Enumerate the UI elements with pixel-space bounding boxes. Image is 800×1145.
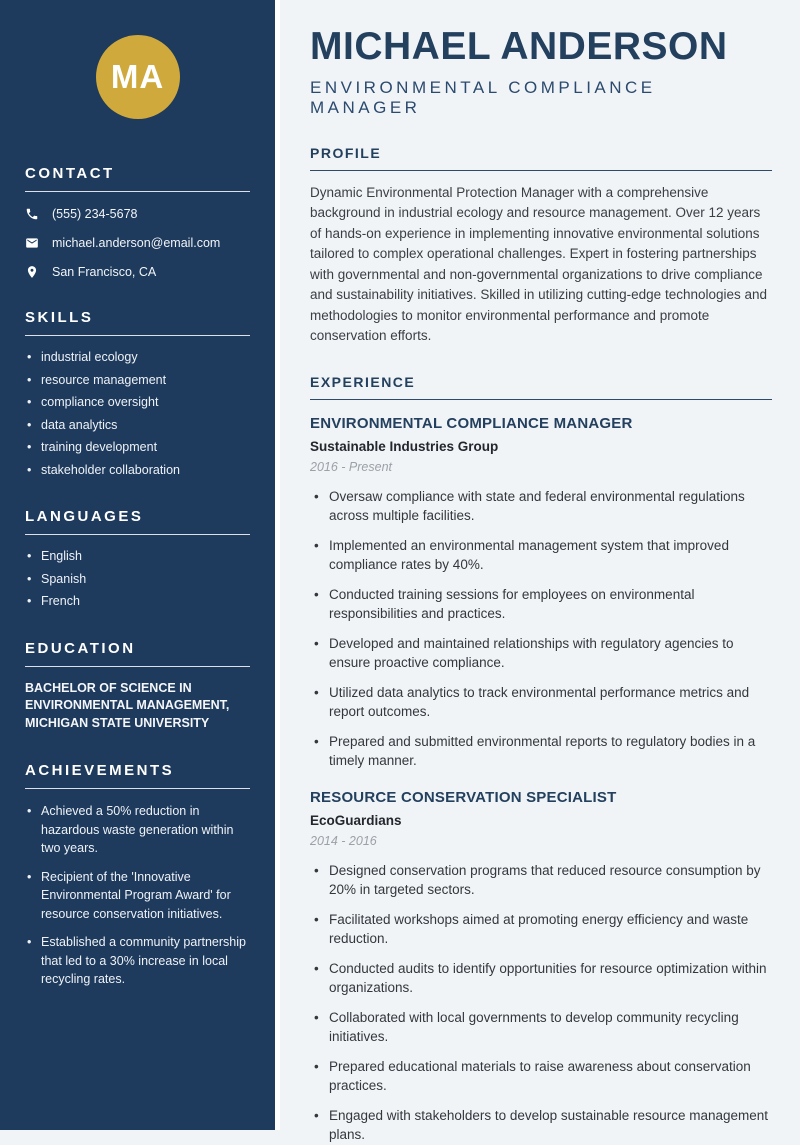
job-bullet: • Implemented an environmental management system that improved compliance rates by 40%. (310, 536, 772, 575)
profile-section (310, 145, 772, 347)
job-bullet: • Collaborated with local governments to develop community recycling initiatives. (310, 1008, 772, 1047)
job-bullet: • Facilitated workshops aimed at promoting energy efficiency and waste reduction. (310, 910, 772, 949)
job-bullet-list (310, 861, 772, 1145)
skill-item: • stakeholder collaboration (25, 462, 250, 479)
job-bullet-list (310, 487, 772, 771)
languages-section (25, 508, 250, 610)
job-bullet: • Prepared educational materials to raise awareness about conservation practices. (310, 1057, 772, 1096)
achievement-item: • Achieved a 50% reduction in hazardous waste generation within two years. (25, 802, 250, 858)
profile-text: Dynamic Environmental Protection Manager with a comprehensive background in industrial ecology and resource management. Over 12 years of hands-on experience in implementing innovative environmental solutions tailored to complex operational challenges. Expert in fostering partnerships with governmental and non-governmental organizations to drive compliance and sustainability initiatives. Skilled in utilizing cutting-edge technologies and methodologies to monitor environmental performance and promote conservation efforts. (310, 184, 768, 344)
skill-item: • resource management (25, 372, 250, 389)
contact-email-row (25, 236, 250, 250)
contact-section (25, 165, 250, 279)
job-bullet: • Developed and maintained relationships with regulatory agencies to ensure proactive compliance. (310, 634, 772, 673)
education-heading: EDUCATION (25, 640, 250, 667)
job-bullet: • Conducted audits to identify opportunities for resource optimization within organizations. (310, 959, 772, 998)
job-title: ENVIRONMENTAL COMPLIANCE MANAGER (310, 414, 633, 432)
education-section (25, 640, 250, 733)
languages-heading: LANGUAGES (25, 508, 250, 535)
skill-item: • training development (25, 439, 250, 456)
languages-list (25, 548, 250, 610)
contact-phone-value: (555) 234-5678 (52, 207, 138, 221)
contact-heading: CONTACT (25, 165, 250, 192)
job-entry-1 (310, 415, 772, 771)
person-title: ENVIRONMENTAL COMPLIANCE MANAGER (310, 77, 656, 117)
job-bullet: • Conducted training sessions for employees on environmental responsibilities and practices. (310, 585, 772, 624)
sidebar (0, 0, 280, 1130)
job-company: Sustainable Industries Group (310, 438, 499, 454)
job-bullet: • Designed conservation programs that reduced resource consumption by 20% in targeted sectors. (310, 861, 772, 900)
location-pin-icon (25, 265, 39, 279)
job-title: RESOURCE CONSERVATION SPECIALIST (310, 788, 617, 806)
job-dates: 2014 - 2016 (310, 833, 377, 848)
profile-heading: PROFILE (310, 145, 772, 171)
experience-heading: EXPERIENCE (310, 374, 772, 400)
achievements-list (25, 802, 250, 989)
person-name: MICHAEL ANDERSON (310, 25, 728, 68)
job-bullet: • Oversaw compliance with state and federal environmental regulations across multiple facilities. (310, 487, 772, 526)
job-company: EcoGuardians (310, 812, 402, 828)
contact-location-row (25, 265, 250, 279)
job-bullet: • Prepared and submitted environmental reports to regulatory bodies in a timely manner. (310, 732, 772, 771)
experience-section (310, 374, 772, 1145)
achievement-item: • Established a community partnership that led to a 30% increase in local recycling rates. (25, 933, 250, 989)
job-dates: 2016 - Present (310, 459, 392, 474)
skills-list (25, 349, 250, 478)
job-bullet: • Engaged with stakeholders to develop sustainable resource management plans. (310, 1106, 772, 1145)
contact-email-value: michael.anderson@email.com (52, 236, 221, 250)
resume-main (280, 0, 800, 1143)
language-item: • Spanish (25, 571, 250, 588)
skill-item: • industrial ecology (25, 349, 250, 366)
contact-phone-row (25, 207, 250, 221)
language-item: • English (25, 548, 250, 565)
contact-location-value: San Francisco, CA (52, 265, 157, 279)
achievements-section (25, 762, 250, 989)
skills-section (25, 309, 250, 478)
language-item: • French (25, 593, 250, 610)
skills-heading: SKILLS (25, 309, 250, 336)
job-entry-2 (310, 789, 772, 1145)
email-icon (25, 236, 39, 250)
degree-text: BACHELOR OF SCIENCE IN ENVIRONMENTAL MANAGEMENT, MICHIGAN STATE UNIVERSITY (25, 680, 230, 730)
avatar-initials: MA (110, 58, 165, 95)
phone-icon (25, 207, 39, 221)
avatar (96, 35, 180, 119)
achievements-heading: ACHIEVEMENTS (25, 762, 250, 789)
achievement-item: • Recipient of the 'Innovative Environmental Program Award' for resource conservation initiatives. (25, 868, 250, 924)
skill-item: • data analytics (25, 417, 250, 434)
skill-item: • compliance oversight (25, 394, 250, 411)
job-bullet: • Utilized data analytics to track environmental performance metrics and report outcomes. (310, 683, 772, 722)
